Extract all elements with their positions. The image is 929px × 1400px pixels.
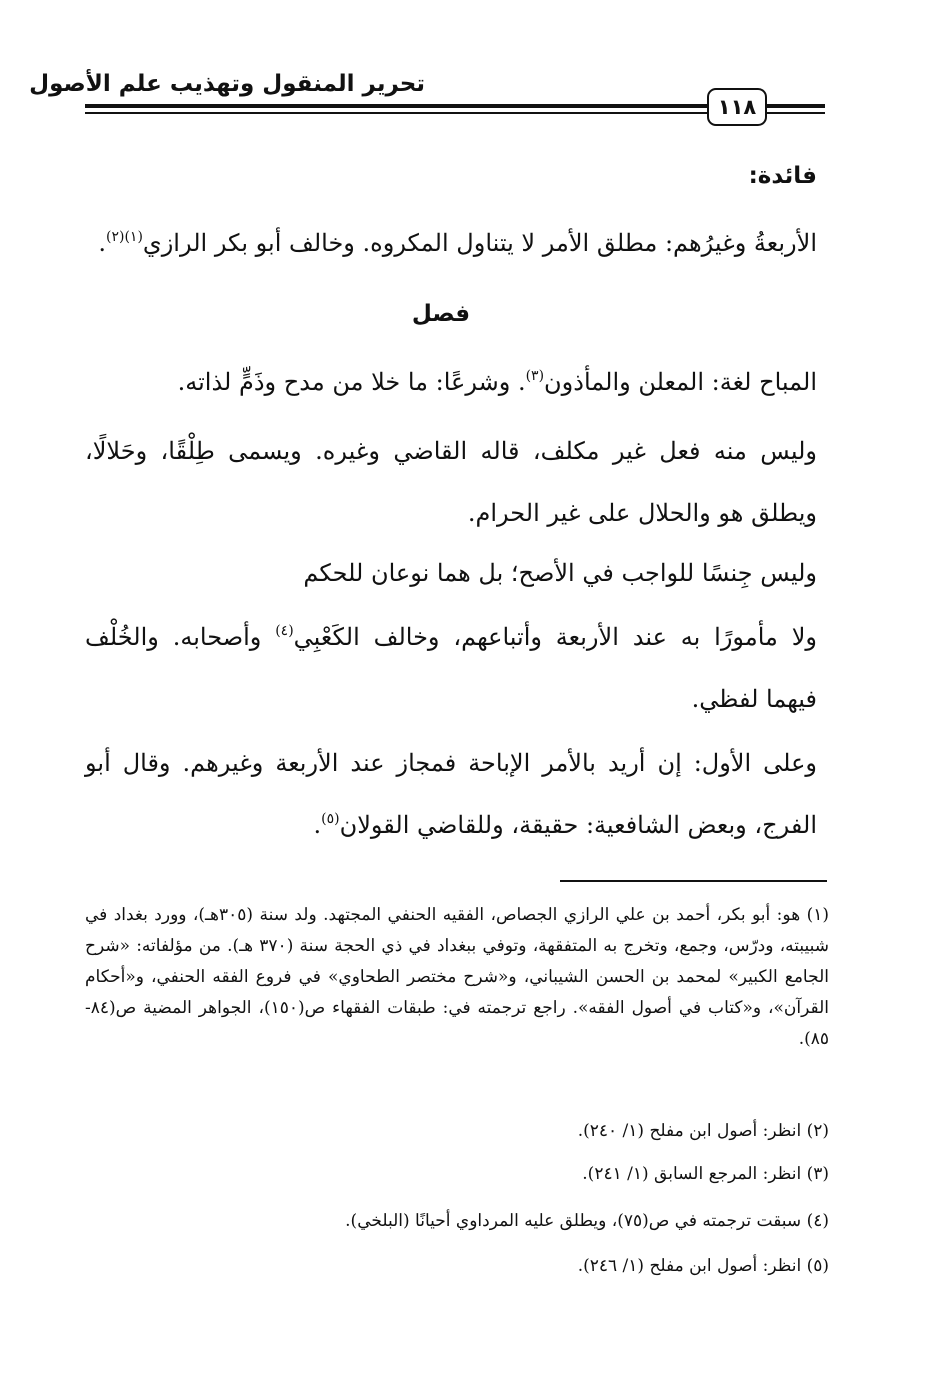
footnote-ref-1-2: (١)(٢) xyxy=(105,229,143,245)
paragraph-6 xyxy=(85,732,817,856)
section-heading: فصل xyxy=(411,301,471,327)
running-header-title: تحرير المنقول وتهذيب علم الأصول xyxy=(29,71,425,97)
paragraph-1 xyxy=(85,212,817,274)
paragraph-2-rest: . وشرعًا: ما خلا من مدح وذَمٍّ لذاته. xyxy=(177,368,526,396)
footnote-3: (٣) انظر: المرجع السابق (١/ ٢٤١). xyxy=(582,1164,829,1184)
footnote-ref-4: (٤) xyxy=(275,623,294,639)
paragraph-6-end: . xyxy=(313,811,322,839)
page-number: ١١٨ xyxy=(707,88,767,126)
footnote-4: (٤) سبقت ترجمته في ص(٧٥)، ويطلق عليه المرداوي أحيانًا (البلخي). xyxy=(345,1211,829,1231)
footnote-ref-5: (٥) xyxy=(321,811,340,827)
footnote-2: (٢) انظر: أصول ابن مفلح (١/ ٢٤٠). xyxy=(577,1121,829,1141)
paragraph-1-text: الأربعةُ وغيرُهم: مطلق الأمر لا يتناول المكروه. وخالف أبو بكر الرازي xyxy=(142,229,817,257)
paragraph-2 xyxy=(85,351,817,413)
paragraph-5-text: ولا مأمورًا به عند الأربعة وأتباعهم، وخالف الكَعْبِي xyxy=(293,623,817,651)
paragraph-5 xyxy=(85,606,817,730)
faidah-heading: فائدة: xyxy=(748,163,817,189)
footnote-ref-3: (٣) xyxy=(525,368,545,384)
paragraph-6-text: وعلى الأول: إن أريد بالأمر الإباحة فمجاز عند الأربعة وغيرهم. وقال أبو الفرج، وبعض الشافعية: حقيقة، وللقاضي القولان xyxy=(85,749,817,839)
paragraph-4: وليس جِنسًا للواجب في الأصح؛ بل هما نوعان للحكم xyxy=(303,559,817,587)
paragraph-5-rest: وأصحابه. والخُلْف فيهما لفظي. xyxy=(85,623,817,713)
paragraph-2-text: المباح لغة: المعلن والمأذون xyxy=(544,368,817,396)
footnote-5: (٥) انظر: أصول ابن مفلح (١/ ٢٤٦). xyxy=(577,1256,829,1276)
footnote-1: (١) هو: أبو بكر، أحمد بن علي الرازي الجصاص، الفقيه الحنفي المجتهد. ولد سنة (٣٠٥هـ)، وورد بغداد في شبيبته، ودرّس، وجمع، وتخرج به المتفقهة، وتوفي ببغداد في ذي الحجة سنة (٣٧٠ هـ). من مؤلفاته: «شرح الجامع الكبير» لمحمد بن الحسن الشيباني، و«شرح مختصر الطحاوي» في فروع الفقه الحنفي، و«أحكام القرآن»، و«كتاب في أصول الفقه». راجع ترجمته في: طبقات الفقهاء ص(١٥٠)، الجواهر المضية ص(٨٤- ٨٥). xyxy=(85,905,830,1049)
footnote-separator xyxy=(560,880,827,882)
paragraph-1-end: . xyxy=(98,229,106,257)
paragraph-3: وليس منه فعل غير مكلف، قاله القاضي وغيره. ويسمى طِلْقًا، وحَلالًا، ويطلق هو والحلال على غير الحرام. xyxy=(85,437,817,527)
